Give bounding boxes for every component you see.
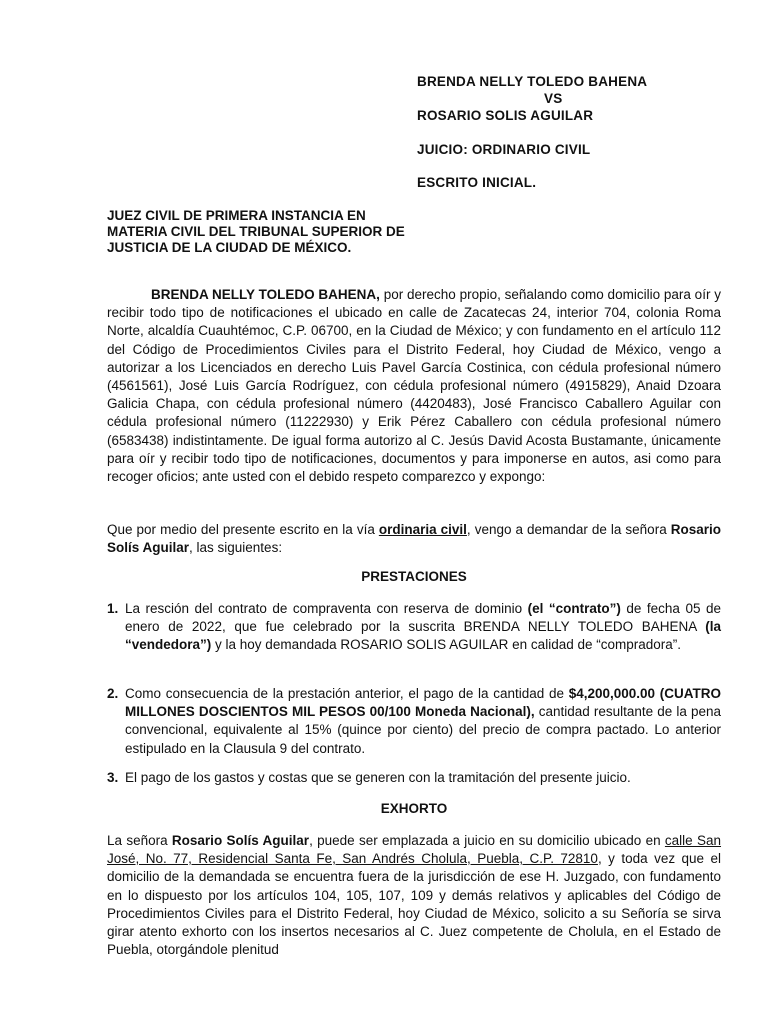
item-text: El pago de los gastos y costas que se generen con la tramitación del presente juicio. <box>125 770 631 785</box>
caption-defendant: ROSARIO SOLIS AGUILAR <box>417 108 594 123</box>
prestacion-item <box>107 685 721 758</box>
demand-paragraph <box>107 521 721 557</box>
defendant-name: Rosario Solís Aguilar <box>107 522 721 556</box>
caption-escrito: ESCRITO INICIAL. <box>417 175 537 190</box>
caption-versus: VS <box>544 91 563 106</box>
demand-via: ordinaria civil <box>378 522 467 537</box>
item-number: 1. <box>107 601 119 616</box>
caption-plaintiff: BRENDA NELLY TOLEDO BAHENA <box>417 74 648 89</box>
demand-text-1: Que por medio del presente escrito en la vía <box>107 522 379 537</box>
defendant-name: Rosario Solís Aguilar <box>171 833 310 848</box>
item-number: 2. <box>107 686 119 701</box>
exhorto-heading: EXHORTO <box>380 801 448 816</box>
defendant-address: calle San José, No. 77, Residencial Santa Fe, San Andrés Cholula, Puebla, C.P. 72810 <box>107 833 722 867</box>
exhorto-paragraph: La señora Rosario Solís Aguilar, puede ser emplazada a juicio en su domicilio ubicado en calle San José, No. 77, Residencial Santa Fe, San Andrés Cholula, Puebla, C.P. 72810, y toda vez que el domicilio de la demandada se encuentra fuera de la jurisdicción de ese H. Juzgado, con fundamento en lo dispuesto por los artículos 104, 105, 107, 109 y demás relativos y aplicables del Código de Procedimientos Civiles para el Distrito Federal, hoy Ciudad de México, solicito a su Señoría se sirva girar atento exhorto con los insertos necesarios al C. Juez competente de Cholula, en el Estado de Puebla, otorgándole plenitud <box>107 833 722 958</box>
item-number: 3. <box>107 770 119 785</box>
plaintiff-name: BRENDA NELLY TOLEDO BAHENA, <box>151 287 380 302</box>
item-text: La resción del contrato de compraventa con reserva de dominio (el “contrato”) de fecha 05 de enero de 2022, que fue celebrado por la suscrita BRENDA NELLY TOLEDO BAHENA (la “vendedora”) y la hoy demandada ROSARIO SOLIS AGUILAR en calidad de “compradora”. <box>125 601 721 653</box>
prestacion-item <box>107 769 721 787</box>
intro-text: por derecho propio, señalando como domicilio para oír y recibir todo tipo de notificaciones el ubicado en calle de Zacatecas 24, interior 704, colonia Roma Norte, alcaldía Cuauhtémoc, C.P. 06700, en la Ciudad de México; y con fundamento en el artículo 112 del Código de Procedimientos Civiles para el Distrito Federal, hoy Ciudad de México, vengo a autorizar a los Licenciados en derecho Luis Pavel García Costinica, con cédula profesional número (4561561), José Luis García Rodríguez, con cédula profesional número (4915829), Anaid Dzoara Galicia Chapa, con cédula profesional número (4420483), José Francisco Caballero Aguilar con cédula profesional número (11222930) y Erik Pérez Caballero con cédula profesional número (6583438) indistintamente. De igual forma autorizo al C. Jesús David Acosta Bustamante, únicamente para oír y recibir todo tipo de notificaciones, documentos y para imponerse en autos, asi como para recoger oficios; ante usted con el debido respeto comparezco y expongo: <box>107 287 721 485</box>
caption-juicio: JUICIO: ORDINARIO CIVIL <box>417 142 591 157</box>
prestacion-item <box>107 600 721 655</box>
prestaciones-heading: PRESTACIONES <box>361 569 467 584</box>
demand-text-3: , las siguientes: <box>189 540 283 556</box>
addressee-block: JUEZ CIVIL DE PRIMERA INSTANCIA EN MATERIA CIVIL DEL TRIBUNAL SUPERIOR DE JUSTICIA DE LA CIUDAD DE MÉXICO. <box>107 208 405 255</box>
item-text: Como consecuencia de la prestación anterior, el pago de la cantidad de $4,200,000.00 (CUATRO MILLONES DOSCIENTOS MIL PESOS 00/100 Moneda Nacional), cantidad resultante de la pena convencional, equivalente al 15% (quince por ciento) del precio de compra pactado. Lo anterior estipulado en la Clausula 9 del contrato. <box>125 686 722 756</box>
intro-paragraph <box>107 286 721 486</box>
demand-text-2: , vengo a demandar de la señora <box>466 522 671 537</box>
